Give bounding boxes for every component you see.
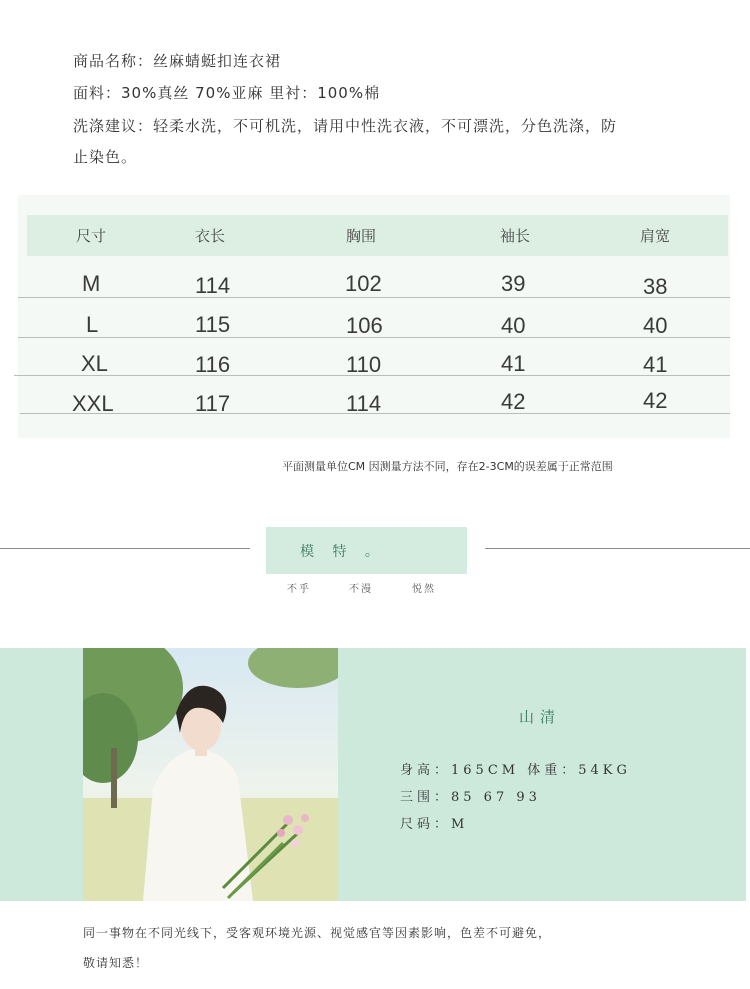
bust-cell: 102 <box>345 271 382 296</box>
bust-cell: 114 <box>346 391 382 416</box>
model-size: 尺码：M <box>400 817 469 832</box>
shoulder-cell: 41 <box>643 352 668 377</box>
bust-cell: 110 <box>346 352 382 377</box>
model-photo-image <box>83 648 338 901</box>
header-bust: 胸围 <box>346 227 377 245</box>
feature-item: 不乎 <box>287 584 311 595</box>
row-divider <box>18 297 730 298</box>
sleeve-cell: 42 <box>501 389 526 414</box>
header-size: 尺寸 <box>76 227 107 245</box>
size-cell: M <box>82 271 101 296</box>
length-cell: 117 <box>195 391 231 416</box>
section-divider-left <box>0 548 250 549</box>
sleeve-cell: 40 <box>501 313 526 338</box>
feature-item: 不漫 <box>349 584 373 595</box>
length-cell: 114 <box>195 273 231 298</box>
care-instructions-cont: 止染色。 <box>73 148 138 166</box>
shoulder-cell: 38 <box>643 274 668 299</box>
care-instructions: 洗涤建议：轻柔水洗，不可机洗，请用中性洗衣液，不可漂洗，分色洗涤，防 <box>73 117 618 135</box>
size-cell: XXL <box>72 391 114 416</box>
section-title: 模 特 。 <box>300 544 386 560</box>
size-cell: L <box>86 312 99 337</box>
sleeve-cell: 41 <box>501 351 526 376</box>
length-cell: 116 <box>195 352 231 377</box>
size-table-header <box>27 215 728 256</box>
color-disclaimer: 同一事物在不同光线下，受客观环境光源、视觉感官等因素影响，色差不可避免， <box>83 926 552 940</box>
model-measurements: 三围：85 67 93 <box>400 790 541 805</box>
sleeve-cell: 39 <box>501 271 526 296</box>
product-name: 商品名称：丝麻蜻蜓扣连衣裙 <box>73 52 282 70</box>
feature-item: 悦然 <box>412 584 436 595</box>
section-divider-right <box>485 548 750 549</box>
color-disclaimer-cont: 敬请知悉！ <box>83 956 149 970</box>
header-shoulder: 肩宽 <box>640 227 671 245</box>
model-name: 山清 <box>519 708 562 726</box>
shoulder-cell: 42 <box>643 388 668 413</box>
header-sleeve: 袖长 <box>500 227 531 245</box>
model-height-weight: 身高：165CM 体重：54KG <box>400 763 631 778</box>
model-photo <box>83 648 338 901</box>
shoulder-cell: 40 <box>643 313 668 338</box>
size-cell: XL <box>81 351 108 376</box>
fabric-info: 面料：30%真丝 70%亚麻 里衬：100%棉 <box>73 84 381 102</box>
header-length: 衣长 <box>195 227 226 245</box>
bust-cell: 106 <box>346 313 383 338</box>
measurement-note: 平面测量单位CM 因测量方法不同，存在2-3CM的误差属于正常范围 <box>282 460 613 473</box>
length-cell: 115 <box>195 312 231 337</box>
